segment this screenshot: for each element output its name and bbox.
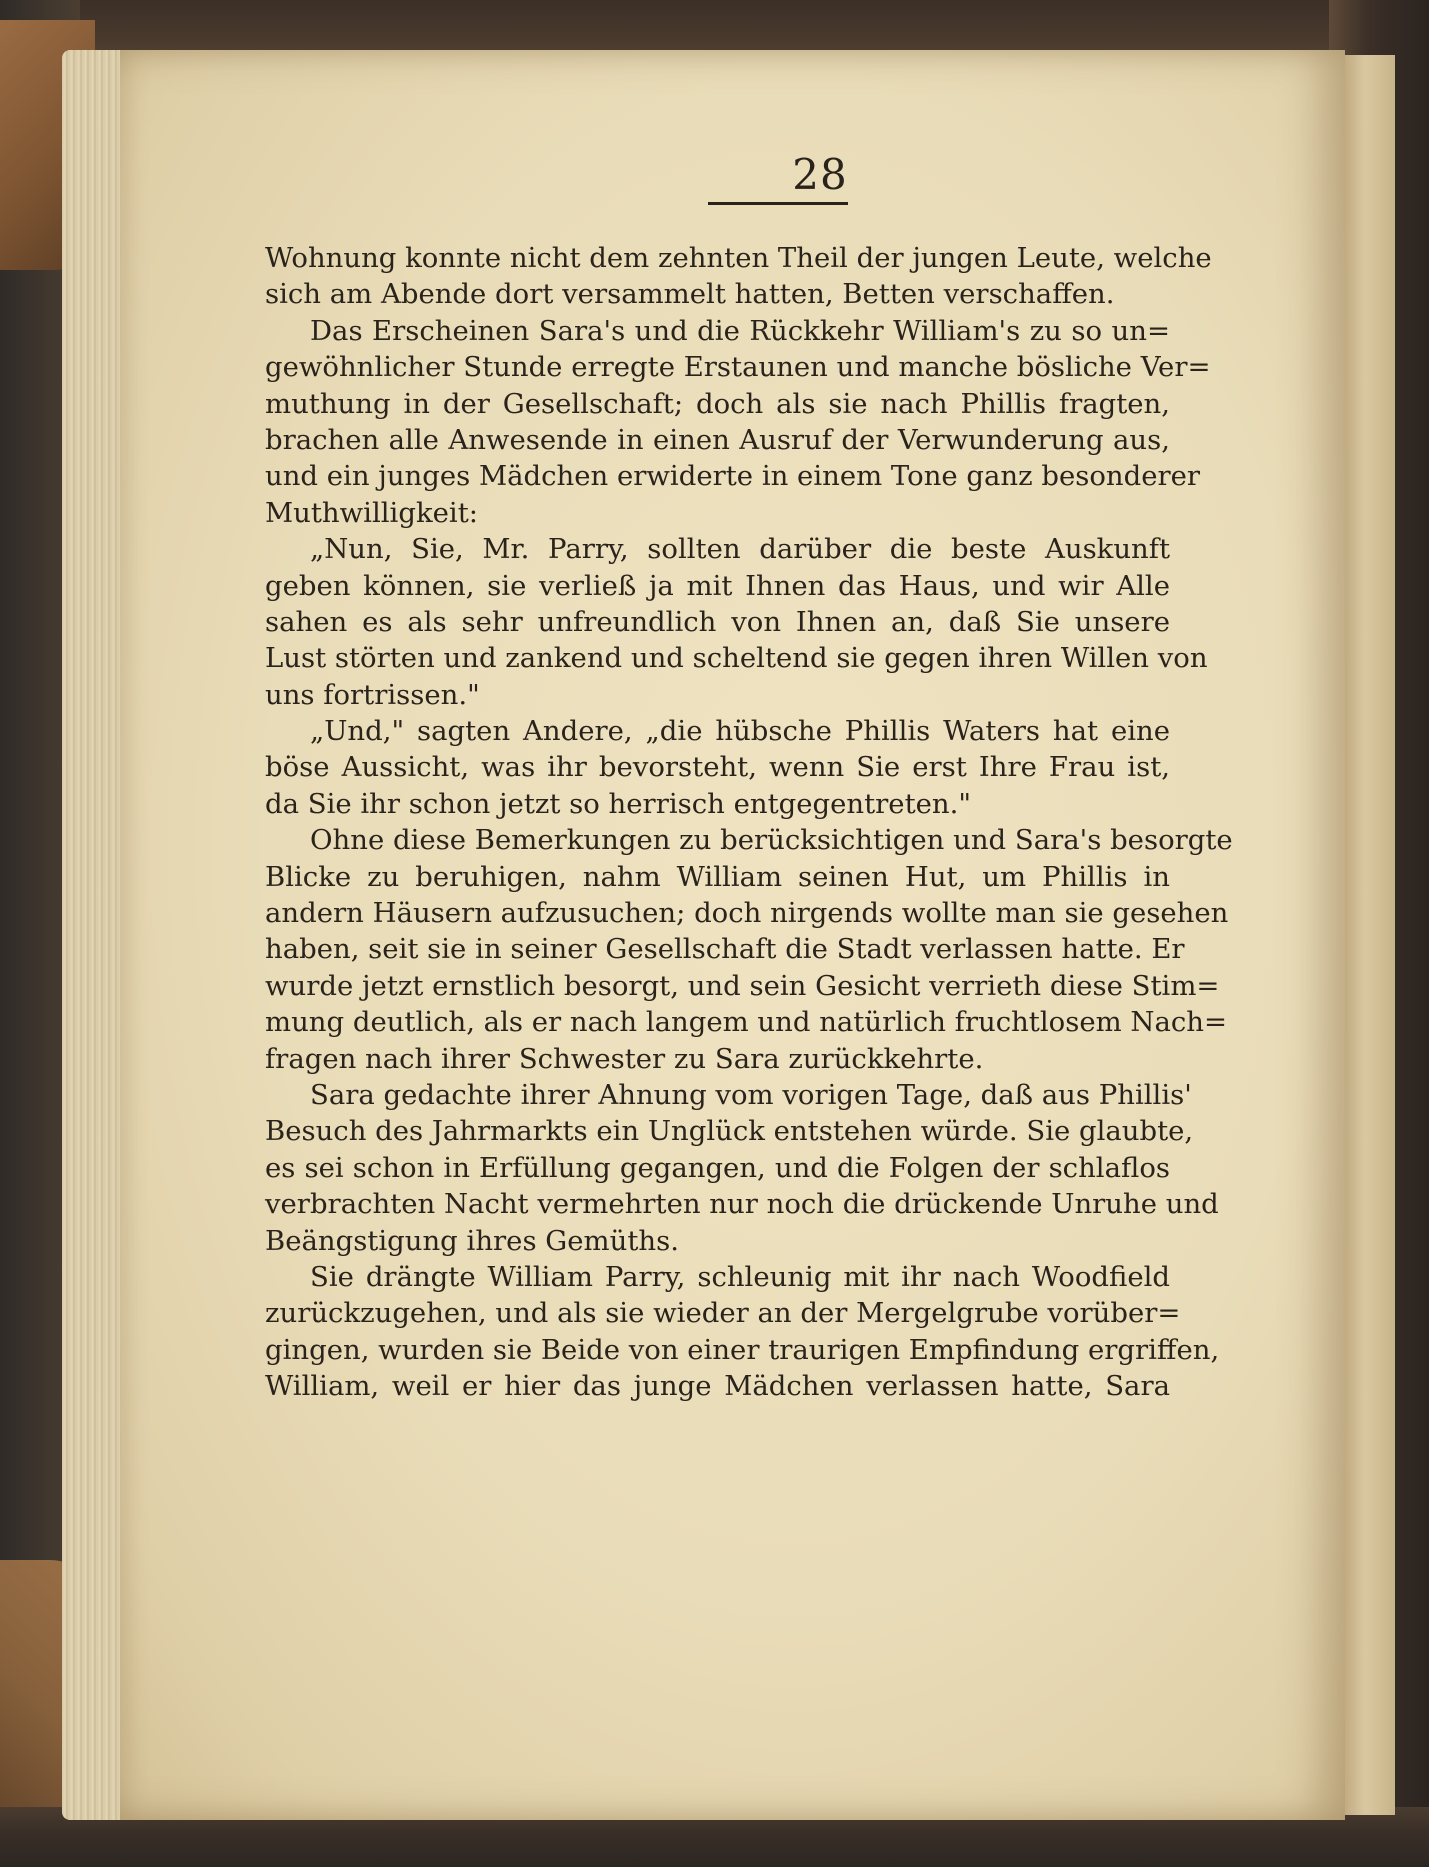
text-line: Sara gedachte ihrer Ahnung vom vorigen Tage, daß aus Phillis' <box>310 1078 1192 1111</box>
text-line: Lust störten und zankend und scheltend sie gegen ihren Willen von <box>265 642 1208 675</box>
text-line: es sei schon in Erfüllung gegangen, und die Folgen der schlaflos <box>265 1151 1170 1184</box>
text-line: wurde jetzt ernstlich besorgt, und sein Gesicht verrieth diese Stim= <box>265 969 1220 1002</box>
text-line: „Und," sagten Andere, „die hübsche Phillis Waters hat eine <box>310 715 1170 748</box>
paragraph <box>265 240 1212 313</box>
text-line: gewöhnlicher Stunde erregte Erstaunen und manche bösliche Ver= <box>265 351 1211 384</box>
text-line: gingen, wurden sie Beide von einer traurigen Empfindung ergriffen, <box>265 1333 1220 1366</box>
text-line: Das Erscheinen Sara's und die Rückkehr William's zu so un= <box>310 314 1170 347</box>
text-line: andern Häusern aufzusuchen; doch nirgends wollte man sie gesehen <box>265 897 1229 930</box>
text-line: mung deutlich, als er nach langem und natürlich fruchtlosem Nach= <box>265 1006 1228 1039</box>
paragraph <box>265 822 1233 1077</box>
text-line: William, weil er hier das junge Mädchen verlassen hatte, Sara <box>265 1370 1170 1403</box>
text-line: verbrachten Nacht vermehrten nur noch die drückende Unruhe und <box>265 1188 1219 1221</box>
text-line: Ohne diese Bemerkungen zu berücksichtigen und Sara's besorgte <box>310 824 1233 857</box>
text-line: haben, seit sie in seiner Gesellschaft die Stadt verlassen hatte. Er <box>265 933 1185 966</box>
text-line: Sie drängte William Parry, schleunig mit ihr nach Woodfield <box>310 1260 1170 1293</box>
page-number: 28 <box>792 150 848 199</box>
text-line: da Sie ihr schon jetzt so herrisch entgegentreten." <box>265 787 972 820</box>
paragraph <box>265 531 1208 713</box>
paragraph <box>265 1077 1219 1259</box>
text-line: böse Aussicht, was ihr bevorsteht, wenn Sie erst Ihre Frau ist, <box>265 751 1170 784</box>
text-line: uns fortrissen." <box>265 678 480 711</box>
paragraph <box>265 713 1170 822</box>
text-line: sahen es als sehr unfreundlich von Ihnen an, daß Sie unsere <box>265 605 1170 638</box>
text-line: sich am Abende dort versammelt hatten, Betten verschaffen. <box>265 278 1115 311</box>
page-number-rule <box>708 202 848 205</box>
text-line: Wohnung konnte nicht dem zehnten Theil der jungen Leute, welche <box>265 242 1212 274</box>
text-line: brachen alle Anwesende in einen Ausruf der Verwunderung aus, <box>265 423 1170 456</box>
text-line: muthung in der Gesellschaft; doch als sie nach Phillis fragten, <box>265 387 1170 420</box>
text-line: Beängstigung ihres Gemüths. <box>265 1224 679 1257</box>
text-line: Blicke zu beruhigen, nahm William seinen Hut, um Phillis in <box>265 860 1170 893</box>
paragraph <box>265 1259 1220 1405</box>
text-line: Besuch des Jahrmarkts ein Unglück entstehen würde. Sie glaubte, <box>265 1115 1194 1148</box>
text-line: und ein junges Mädchen erwiderte in einem Tone ganz besonderer <box>265 460 1201 493</box>
text-line: fragen nach ihrer Schwester zu Sara zurückkehrte. <box>265 1042 984 1075</box>
text-line: zurückzugehen, und als sie wieder an der Mergelgrube vorüber= <box>265 1297 1181 1330</box>
text-line: geben können, sie verließ ja mit Ihnen das Haus, und wir Alle <box>265 569 1170 602</box>
text-line: Muthwilligkeit: <box>265 496 479 529</box>
book-page <box>120 50 1345 1820</box>
text-line: „Nun, Sie, Mr. Parry, sollten darüber die beste Auskunft <box>310 533 1170 566</box>
body-text <box>265 240 1233 1405</box>
paragraph <box>265 313 1211 531</box>
